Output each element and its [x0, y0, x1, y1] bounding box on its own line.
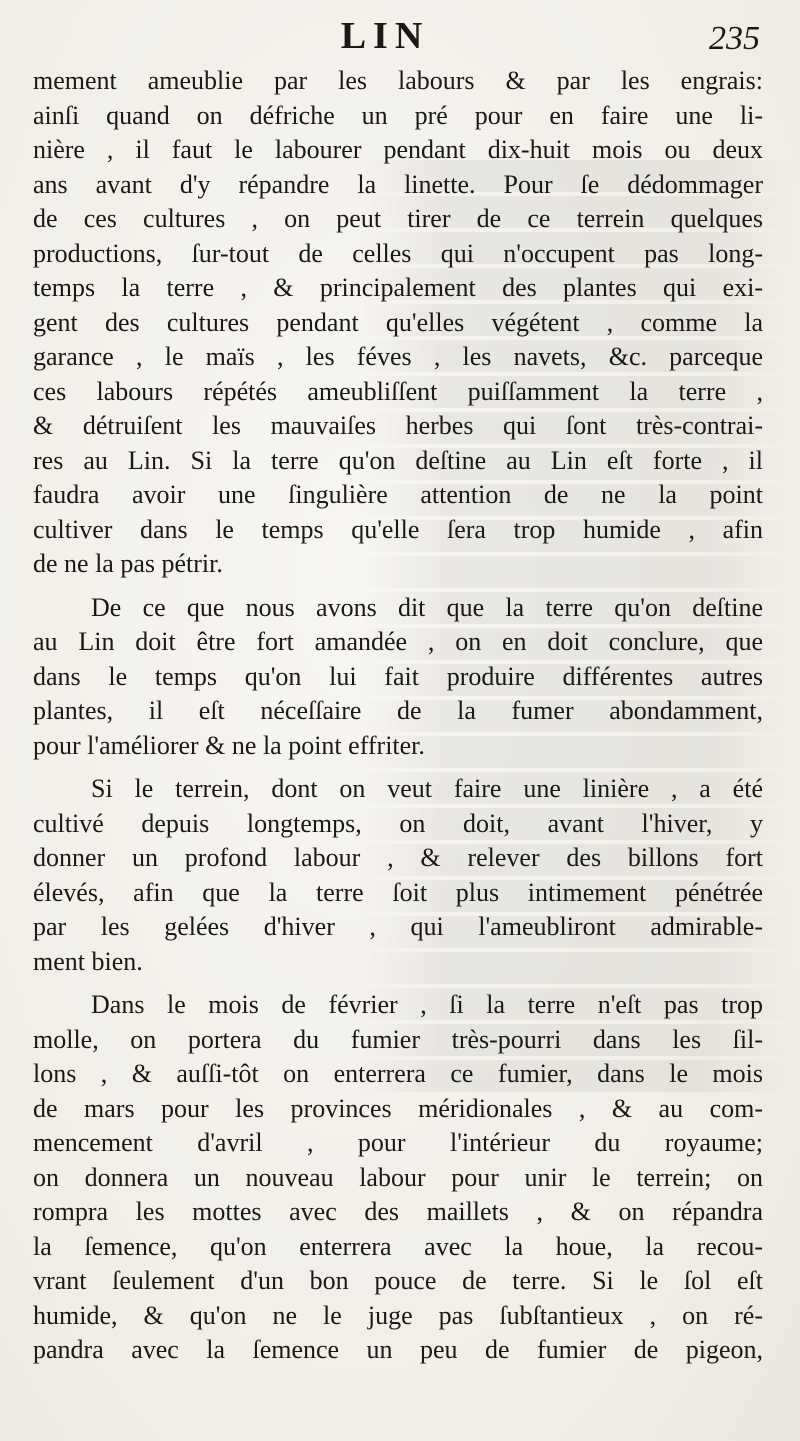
text-line: plantes, il eſt néceſſaire de la fumer abondamment, — [33, 696, 763, 725]
text-line: Si le terrein, dont on veut faire une linière , a été — [91, 774, 763, 803]
text-line: & détruiſent les mauvaiſes herbes qui ſont très-contrai- — [33, 411, 763, 440]
text-line: ainſi quand on défriche un pré pour en faire une li- — [33, 100, 763, 130]
text-line: lons , & auſſi-tôt on enterrera ce fumier, dans le mois — [33, 1059, 763, 1088]
paragraph — [33, 772, 763, 979]
text-line: par les gelées d'hiver , qui l'ameubliront admirable- — [33, 912, 763, 941]
text-line: faudra avoir une ſingulière attention de ne la point — [33, 480, 763, 509]
paragraph-gap — [33, 582, 763, 591]
text-line: élevés, afin que la terre ſoit plus intimement pénétrée — [33, 877, 763, 907]
text-line: de mars pour les provinces méridionales , & au com- — [33, 1093, 763, 1123]
paragraph — [33, 988, 763, 1368]
text-line: De ce que nous avons dit que la terre qu'on deſtine — [91, 592, 763, 622]
text-line: pandra avec la ſemence un peu de fumier de pigeon, — [33, 1335, 763, 1364]
text-line: nière , il faut le labourer pendant dix-huit mois ou deux — [33, 135, 763, 164]
page-header — [0, 14, 800, 62]
text-line: gent des cultures pendant qu'elles végétent , comme la — [33, 307, 763, 337]
body-text — [33, 64, 763, 1368]
text-line: au Lin doit être fort amandée , on en doit conclure, que — [33, 627, 763, 656]
text-line: ment bien. — [33, 946, 143, 976]
page-number: 235 — [709, 20, 760, 57]
text-line: de ces cultures , on peut tirer de ce terrein quelques — [33, 204, 763, 233]
text-line: pour l'améliorer & ne la point effriter. — [33, 730, 425, 760]
text-line: de ne la pas pétrir. — [33, 549, 223, 578]
text-line: donner un profond labour , & relever des billons fort — [33, 843, 763, 872]
text-line: mencement d'avril , pour l'intérieur du royaume; — [33, 1128, 763, 1157]
paragraph — [33, 591, 763, 764]
text-line: mement ameublie par les labours & par les engrais: — [33, 66, 763, 95]
text-line: dans le temps qu'on lui fait produire différentes autres — [33, 661, 763, 691]
text-line: la ſemence, qu'on enterrera avec la houe, la recou- — [33, 1231, 763, 1261]
text-line: garance , le maïs , les féves , les navets, &c. parceque — [33, 342, 763, 371]
text-line: ans avant d'y répandre la linette. Pour ſe dédommager — [33, 169, 763, 199]
text-line: Dans le mois de février , ſi la terre n'eſt pas trop — [91, 990, 763, 1019]
text-line: res au Lin. Si la terre qu'on deſtine au Lin eſt forte , il — [33, 445, 763, 475]
text-line: on donnera un nouveau labour pour unir le terrein; on — [33, 1162, 763, 1192]
text-line: rompra les mottes avec des maillets , & on répandra — [33, 1197, 763, 1226]
text-line: ces labours répétés ameubliſſent puiſſamment la terre , — [33, 376, 763, 406]
text-line: temps la terre , & principalement des plantes qui exi- — [33, 273, 763, 302]
text-line: molle, on portera du fumier très-pourri dans les ſil- — [33, 1024, 763, 1054]
running-head: LIN — [340, 15, 430, 57]
paragraph-gap — [33, 979, 763, 988]
paragraph — [33, 64, 763, 582]
paragraph-gap — [33, 763, 763, 772]
text-line: humide, & qu'on ne le juge pas ſubſtantieux , on ré- — [33, 1300, 763, 1330]
text-line: cultiver dans le temps qu'elle ſera trop humide , afin — [33, 514, 763, 544]
text-line: vrant ſeulement d'un bon pouce de terre. Si le ſol eſt — [33, 1266, 763, 1295]
text-line: productions, ſur-tout de celles qui n'occupent pas long- — [33, 238, 763, 268]
text-line: cultivé depuis longtemps, on doit, avant l'hiver, y — [33, 808, 763, 838]
